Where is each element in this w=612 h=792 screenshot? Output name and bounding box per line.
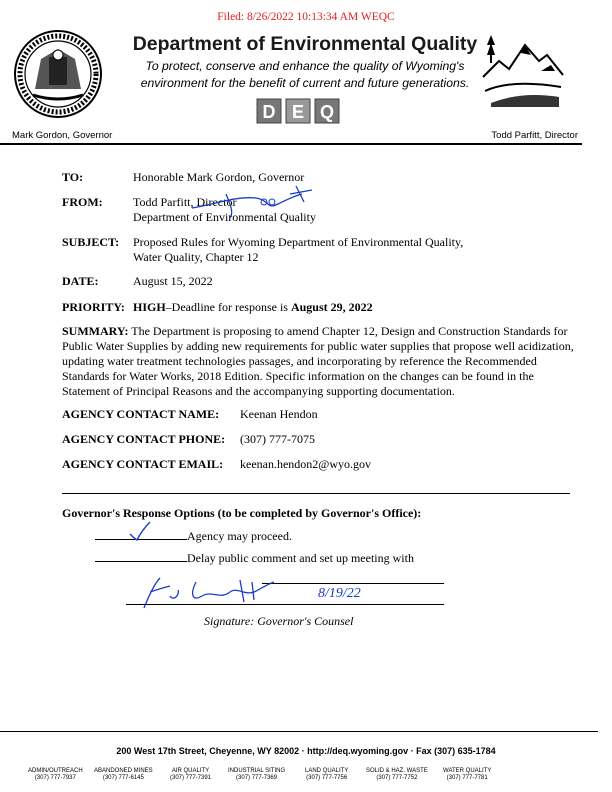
subject-line-2: Water Quality, Chapter 12 [133, 250, 259, 264]
footer-divider [0, 731, 598, 732]
priority-level: HIGH [133, 300, 166, 314]
director-name: Todd Parfitt, Director [491, 130, 578, 141]
signature-line [126, 604, 444, 605]
from-line-2: Department of Environmental Quality [133, 210, 316, 224]
department-title: Department of Environmental Quality [132, 33, 478, 55]
option-proceed-label: Agency may proceed. [187, 529, 292, 543]
to-label: TO: [62, 170, 84, 184]
date-value: August 15, 2022 [133, 274, 213, 288]
mission-line-2: environment for the benefit of current and future generations. [140, 76, 470, 90]
deq-logo [256, 96, 340, 126]
from-label: FROM: [62, 195, 103, 209]
division-item: SOLID & HAZ. WASTE (307) 777-7752 [366, 768, 428, 781]
response-heading: Governor's Response Options (to be completed by Governor's Office): [62, 506, 422, 520]
subject-line-1: Proposed Rules for Wyoming Department of Environmental Quality, [133, 235, 464, 249]
to-value: Honorable Mark Gordon, Governor [133, 170, 305, 184]
option-delay-label: Delay public comment and set up meeting with [187, 551, 414, 565]
division-item: LAND QUALITY (307) 777-7756 [305, 768, 349, 781]
mission-line-1: To protect, conserve and enhance the quality of Wyoming's [145, 59, 465, 73]
contact-name: Keenan Hendon [240, 407, 318, 421]
subject-value [133, 235, 463, 265]
filed-stamp: Filed: 8/26/2022 10:13:34 AM WEQC [217, 11, 395, 23]
mission-statement [118, 58, 492, 92]
priority-deadline: August 29, 2022 [290, 300, 373, 314]
contact-email-label: AGENCY CONTACT EMAIL: [62, 457, 224, 471]
date-label: DATE: [62, 274, 99, 288]
priority-label: PRIORITY: [62, 300, 125, 314]
director-signature-icon [186, 182, 326, 220]
counsel-signature-icon [140, 572, 310, 612]
signature-caption: Signature: Governor's Counsel [204, 614, 354, 628]
contact-phone-label: AGENCY CONTACT PHONE: [62, 432, 226, 446]
summary-label: SUMMARY: [62, 324, 129, 338]
division-item: INDUSTRIAL SITING (307) 777-7369 [228, 768, 286, 781]
summary-text: The Department is proposing to amend Chapter 12, Design and Construction Standards for Public Water Supplies by adding new requirements for public water supplies that propose well acidization, updating water treatment technologies passages, and incorporating by reference the Recommended Standards for Water Works, 2018 Edition. Specific information on the changes can be found in the Statement of Principal Reasons and the accompanying supporting documentation. [62, 324, 574, 398]
contact-phone: (307) 777-7075 [240, 432, 315, 446]
logo-letter-e: E [291, 102, 305, 122]
contact-email[interactable]: keenan.hendon2@wyo.gov [240, 457, 372, 471]
division-item: AIR QUALITY (307) 777-7391 [170, 768, 212, 781]
priority-text: –Deadline for response is [165, 300, 291, 314]
division-item: ABANDONED MINES (307) 777-6145 [94, 768, 153, 781]
delay-blank[interactable] [95, 550, 187, 562]
summary-paragraph [62, 324, 580, 399]
governor-name: Mark Gordon, Governor [12, 130, 113, 141]
section-divider [62, 493, 570, 494]
checkmark-icon [128, 520, 154, 542]
mountain-landscape-icon [481, 31, 565, 111]
footer-address: 200 West 17th Street, Cheyenne, WY 82002 · http://deq.wyoming.gov · Fax (307) 635-1784 [116, 746, 496, 756]
from-line-1: Todd Parfitt, Director [133, 195, 237, 209]
response-option-proceed[interactable] [95, 528, 292, 544]
header-divider [0, 143, 582, 145]
logo-letter-d: D [262, 102, 276, 122]
priority-value [133, 300, 373, 315]
division-item: ADMIN/OUTREACH (307) 777-7937 [28, 768, 83, 781]
logo-letter-q: Q [319, 102, 335, 122]
wyoming-state-seal-icon [13, 29, 103, 119]
contact-name-label: AGENCY CONTACT NAME: [62, 407, 220, 421]
subject-label: SUBJECT: [62, 235, 120, 249]
division-item: WATER QUALITY (307) 777-7781 [443, 768, 492, 781]
response-option-delay[interactable] [95, 550, 414, 566]
signature-date: 8/19/22 [318, 586, 361, 601]
